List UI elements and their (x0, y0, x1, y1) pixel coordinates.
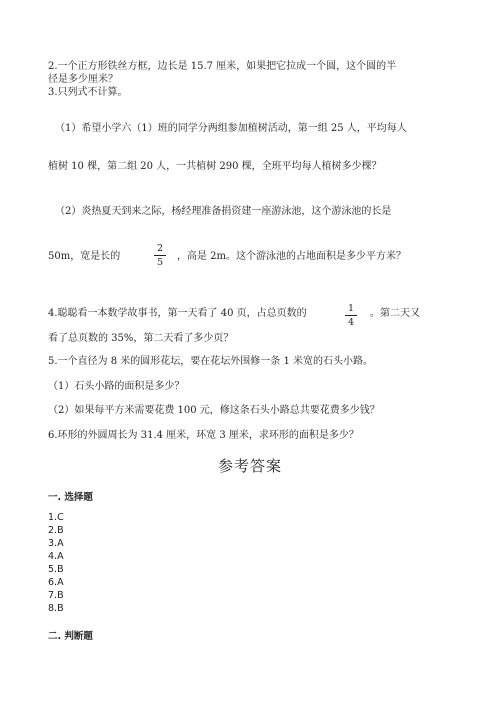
q4-line1-b: 。第二天又 (370, 308, 420, 319)
fraction-two-fifths (154, 243, 166, 268)
section-choice: 一. 选择题 (48, 492, 93, 503)
q3-1-line1: （1）希望小学六（1）班的同学分两组参加植树活动，第一组 25 人，平均每人 (55, 123, 407, 134)
fraction-numerator: 1 (347, 303, 355, 314)
answer-item: 6.A (48, 577, 64, 588)
answer-item: 5.B (48, 564, 64, 575)
q3-heading: 3.只列式不计算。 (48, 87, 128, 98)
answer-item: 8.B (48, 603, 64, 614)
q5-2: （2）如果每平方米需要花费 100 元，修这条石头小路总共要花费多少钱？ (48, 405, 380, 416)
fraction-numerator: 2 (156, 243, 164, 254)
fraction-denominator: 4 (347, 317, 355, 328)
q2-line2: 径是多少厘米？ (48, 74, 118, 85)
section-judge: 二. 判断题 (48, 631, 93, 642)
fraction-bar (345, 315, 357, 316)
q4-line1-a: 4.聪聪看一本数学故事书，第一天看了 40 页，占总页数的 (48, 308, 307, 319)
answer-item: 1.C (48, 512, 64, 523)
fraction-bar (154, 255, 166, 256)
q3-2-line2-a: 50m，宽是长的 (48, 251, 121, 262)
answers-title: 参考答案 (217, 457, 282, 475)
answer-item: 3.A (48, 538, 64, 549)
q6: 6.环形的外圆周长为 31.4 厘米，环宽 3 厘米，求环形的面积是多少？ (48, 430, 359, 441)
q3-2-line1: （2）炎热夏天到来之际，杨经理准备捐资建一座游泳池，这个游泳池的长是 (55, 206, 392, 217)
q3-2-line2-b: ，高是 2m。这个游泳池的占地面积是多少平方米？ (177, 251, 407, 262)
answer-item: 4.A (48, 551, 64, 562)
q2-line1: 2.一个正方形铁丝方框，边长是 15.7 厘米，如果把它拉成一个圆，这个圆的半 (48, 61, 397, 72)
q5: 5.一个直径为 8 米的圆形花坛，要在花坛外围修一条 1 米宽的石头小路。 (48, 356, 373, 367)
fraction-one-quarter (345, 303, 357, 328)
fraction-denominator: 5 (156, 257, 164, 268)
answer-item: 2.B (48, 525, 64, 536)
q4-line2: 看了总页数的 35%，第二天看了多少页？ (48, 333, 234, 344)
q5-1: （1）石头小路的面积是多少？ (48, 381, 185, 392)
q3-1-line2: 植树 10 棵，第二组 20 人，一共植树 290 棵，全班平均每人植树多少棵？ (48, 161, 382, 172)
answer-item: 7.B (48, 590, 64, 601)
